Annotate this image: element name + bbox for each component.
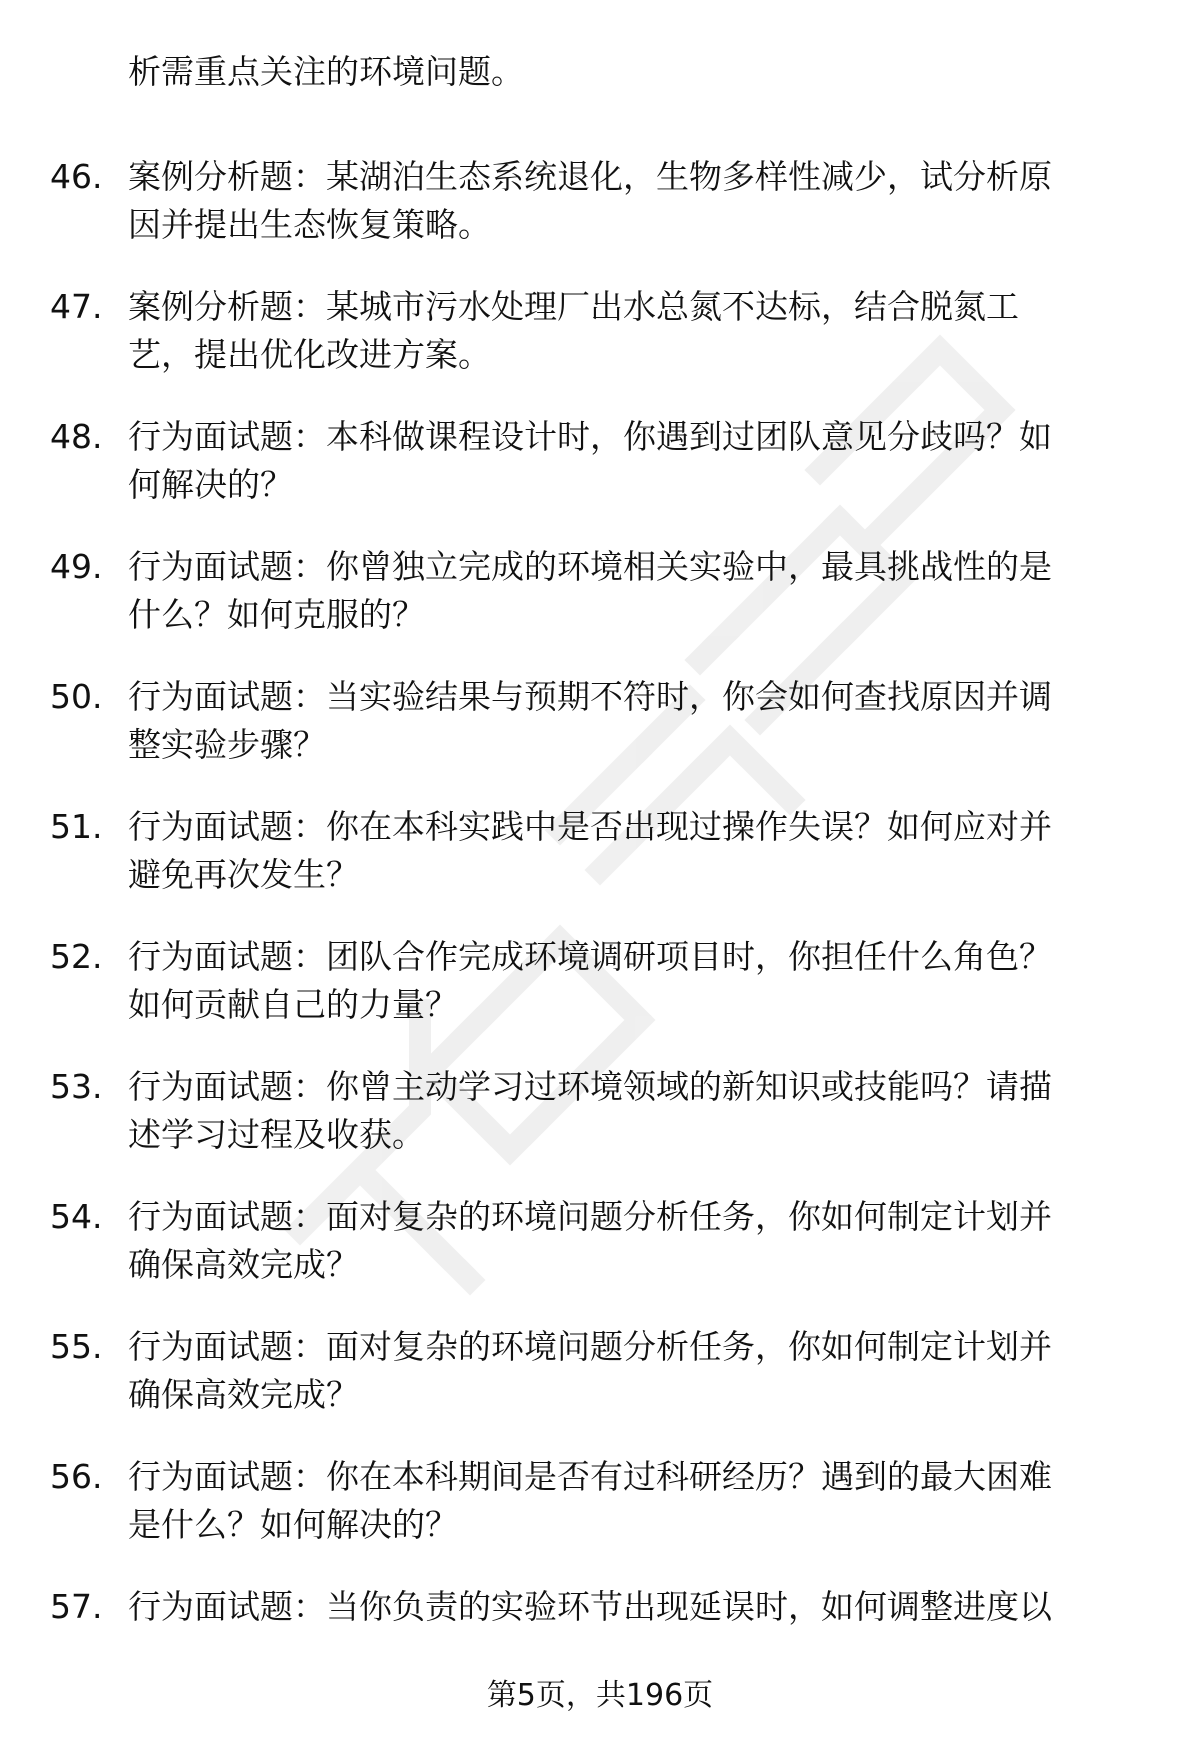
question-text-line-2: 避免再次发生？ bbox=[128, 855, 359, 894]
question-text-line-1: 行为面试题：你在本科实践中是否出现过操作失误？如何应对并 bbox=[128, 807, 1052, 846]
question-item bbox=[0, 933, 1200, 1063]
question-number: 47. bbox=[50, 287, 103, 326]
question-item bbox=[0, 803, 1200, 933]
question-number: 54. bbox=[50, 1197, 103, 1236]
question-item bbox=[0, 1193, 1200, 1323]
question-item bbox=[0, 413, 1200, 543]
question-text-line-1: 行为面试题：团队合作完成环境调研项目时，你担任什么角色？ bbox=[128, 937, 1052, 976]
question-item bbox=[0, 1063, 1200, 1193]
question-number: 57. bbox=[50, 1587, 103, 1626]
question-text-line-2: 艺，提出优化改进方案。 bbox=[128, 335, 491, 374]
question-text-line-1: 行为面试题：本科做课程设计时，你遇到过团队意见分歧吗？如 bbox=[128, 417, 1052, 456]
question-text-line-2: 述学习过程及收获。 bbox=[128, 1115, 425, 1154]
question-text-line-1: 行为面试题：面对复杂的环境问题分析任务，你如何制定计划并 bbox=[128, 1197, 1052, 1236]
question-number: 52. bbox=[50, 937, 103, 976]
question-list bbox=[0, 153, 1200, 1713]
question-text-line-2: 确保高效完成？ bbox=[128, 1245, 359, 1284]
question-text-line-2: 整实验步骤？ bbox=[128, 725, 326, 764]
question-number: 56. bbox=[50, 1457, 103, 1496]
question-text-line-2: 确保高效完成？ bbox=[128, 1375, 359, 1414]
question-item bbox=[0, 1323, 1200, 1453]
question-text-line-1: 行为面试题：面对复杂的环境问题分析任务，你如何制定计划并 bbox=[128, 1327, 1052, 1366]
continuation-text: 析需重点关注的环境问题。 bbox=[128, 52, 524, 91]
question-text-line-2: 如何贡献自己的力量？ bbox=[128, 985, 458, 1024]
question-text-line-1: 行为面试题：你在本科期间是否有过科研经历？遇到的最大困难 bbox=[128, 1457, 1052, 1496]
question-text-line-1: 行为面试题：当实验结果与预期不符时，你会如何查找原因并调 bbox=[128, 677, 1052, 716]
question-text-line-1: 案例分析题：某湖泊生态系统退化，生物多样性减少，试分析原 bbox=[128, 157, 1052, 196]
question-text-line-1: 行为面试题：你曾独立完成的环境相关实验中，最具挑战性的是 bbox=[128, 547, 1052, 586]
question-number: 55. bbox=[50, 1327, 103, 1366]
question-item bbox=[0, 283, 1200, 413]
question-number: 49. bbox=[50, 547, 103, 586]
question-number: 50. bbox=[50, 677, 103, 716]
question-number: 48. bbox=[50, 417, 103, 456]
question-text-line-2: 何解决的？ bbox=[128, 465, 293, 504]
question-text-line-2: 是什么？如何解决的？ bbox=[128, 1505, 458, 1544]
question-text-line-1: 行为面试题：当你负责的实验环节出现延误时，如何调整进度以 bbox=[128, 1587, 1052, 1626]
question-number: 46. bbox=[50, 157, 103, 196]
question-text-line-2: 什么？如何克服的？ bbox=[128, 595, 425, 634]
page-footer: 第5页，共196页 bbox=[486, 1678, 714, 1713]
question-text-line-1: 行为面试题：你曾主动学习过环境领域的新知识或技能吗？请描 bbox=[128, 1067, 1052, 1106]
question-item bbox=[0, 1453, 1200, 1583]
question-text-line-2: 因并提出生态恢复策略。 bbox=[128, 205, 491, 244]
question-number: 53. bbox=[50, 1067, 103, 1106]
question-item bbox=[0, 673, 1200, 803]
question-number: 51. bbox=[50, 807, 103, 846]
question-text-line-1: 案例分析题：某城市污水处理厂出水总氮不达标，结合脱氮工 bbox=[128, 287, 1019, 326]
question-item bbox=[0, 543, 1200, 673]
question-item bbox=[0, 153, 1200, 283]
